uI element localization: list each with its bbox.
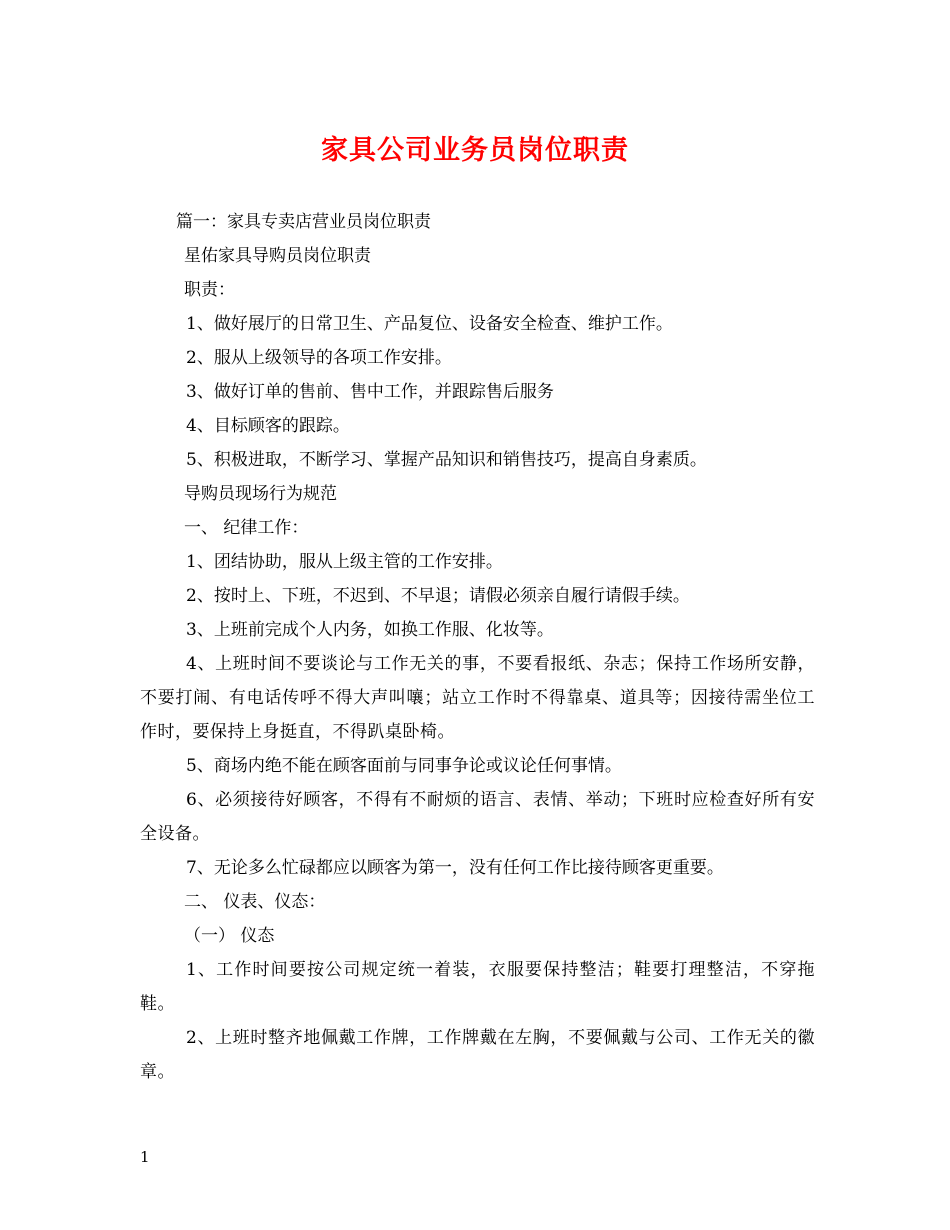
paragraph: 1、工作时间要按公司规定统一着装，衣服要保持整洁；鞋要打理整洁，不穿拖鞋。: [140, 960, 815, 1014]
list-item: 1、做好展厅的日常卫生、产品复位、设备安全检查、维护工作。: [186, 314, 673, 334]
subheading: 职责：: [184, 280, 235, 300]
subheading: 星佑家具导购员岗位职责: [184, 246, 371, 266]
list-item: 3、上班前完成个人内务，如换工作服、化妆等。: [186, 620, 554, 640]
list-item: 4、目标顾客的跟踪。: [186, 416, 350, 436]
list-item: 2、按时上、下班，不迟到、不早退；请假必须亲自履行请假手续。: [186, 586, 690, 606]
list-item: 5、积极进取，不断学习、掌握产品知识和销售技巧，提高自身素质。: [186, 450, 707, 470]
list-item: 3、做好订单的售前、售中工作，并跟踪售后服务: [186, 382, 554, 402]
list-item: 2、服从上级领导的各项工作安排。: [186, 348, 452, 368]
subheading: （一） 仪态: [184, 926, 275, 946]
list-item: 7、无论多么忙碌都应以顾客为第一，没有任何工作比接待顾客更重要。: [186, 858, 724, 878]
list-item: 1、团结协助，服从上级主管的工作安排。: [186, 552, 503, 572]
subheading: 一、 纪律工作：: [184, 518, 309, 538]
paragraph: 2、上班时整齐地佩戴工作牌，工作牌戴在左胸，不要佩戴与公司、工作无关的徽章。: [140, 1028, 815, 1082]
paragraph: 6、必须接待好顾客，不得有不耐烦的语言、表情、举动；下班时应检查好所有安全设备。: [140, 790, 815, 844]
page-number: 1: [140, 1148, 150, 1166]
list-item: 5、商场内绝不能在顾客面前与同事争论或议论任何事情。: [186, 756, 622, 776]
paragraph: 4、上班时间不要谈论与工作无关的事，不要看报纸、杂志；保持工作场所安静，不要打闹、有电话传呼不得大声叫嚷；站立工作时不得靠桌、道具等；因接待需坐位工作时，要保持上身挺直，不得趴桌卧椅。: [140, 654, 815, 742]
section-heading: 篇一：家具专卖店营业员岗位职责: [176, 212, 431, 232]
subheading: 导购员现场行为规范: [184, 484, 337, 504]
subheading: 二、 仪表、仪态：: [184, 892, 326, 912]
document-title: 家具公司业务员岗位职责: [321, 135, 629, 166]
document-body: [140, 205, 815, 1089]
